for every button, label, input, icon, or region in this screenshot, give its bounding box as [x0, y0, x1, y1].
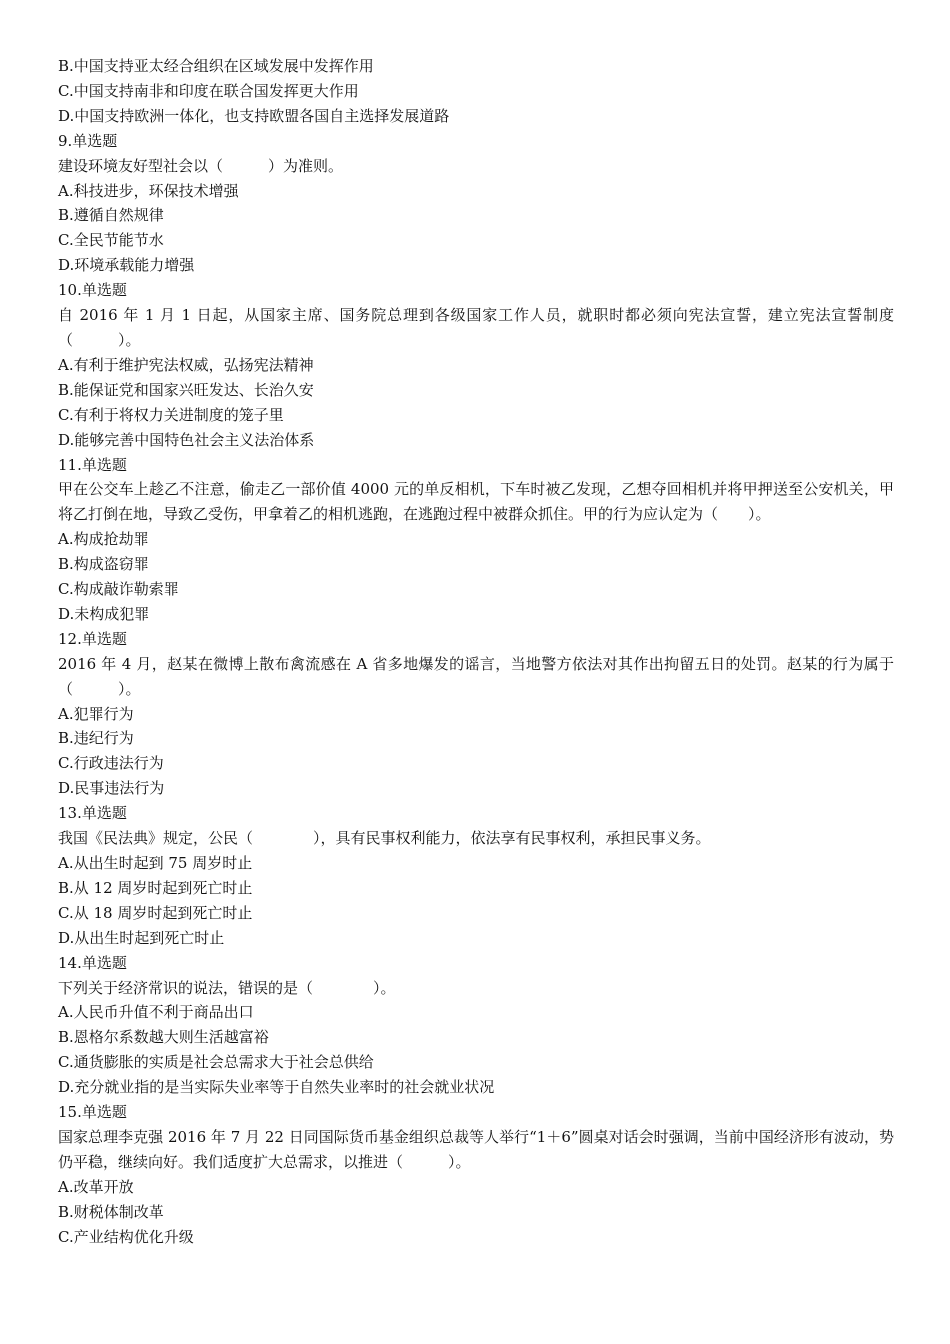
option-line: B.财税体制改革	[58, 1202, 164, 1221]
option-line: B.遵循自然规律	[58, 206, 164, 225]
question-header: 14.单选题	[58, 953, 127, 972]
question-header: 10.单选题	[58, 281, 127, 300]
option-line: D.充分就业指的是当实际失业率等于自然失业率时的社会就业状况	[58, 1078, 495, 1097]
option-line: C.通货膨胀的实质是社会总需求大于社会总供给	[58, 1053, 374, 1072]
question-stem: 国家总理李克强 2016 年 7 月 22 日同国际货币基金组织总裁等人举行“1＋6”圆桌对话会时强调，当前中国经济形有波动，势仍平稳，继续向好。我们适度扩大总需求，以推进（ ）。	[58, 1127, 894, 1171]
option-line: A.有利于维护宪法权威，弘扬宪法精神	[58, 355, 314, 374]
option-line: D.环境承载能力增强	[58, 256, 195, 275]
option-line: B.恩格尔系数越大则生活越富裕	[58, 1028, 269, 1047]
option-line: B.能保证党和国家兴旺发达、长治久安	[58, 380, 314, 399]
option-line: C.中国支持南非和印度在联合国发挥更大作用	[58, 81, 359, 100]
option-line: C.行政违法行为	[58, 754, 164, 773]
question-stem: 甲在公交车上趁乙不注意，偷走乙一部价值 4000 元的单反相机，下车时被乙发现，乙想夺回相机并将甲押送至公安机关，甲将乙打倒在地，导致乙受伤，甲拿着乙的相机逃跑，在逃跑过程中被群众抓住。甲的行为应认定为（ ）。	[58, 480, 894, 524]
option-line: C.有利于将权力关进制度的笼子里	[58, 405, 284, 424]
question-header: 12.单选题	[58, 629, 127, 648]
option-line: C.全民节能节水	[58, 231, 164, 250]
question-header: 13.单选题	[58, 804, 127, 823]
document-page	[58, 54, 894, 1250]
question-stem: 我国《民法典》规定，公民（ ），具有民事权利能力，依法享有民事权利，承担民事义务。	[58, 829, 711, 848]
question-stem: 建设环境友好型社会以（ ）为准则。	[58, 156, 344, 175]
question-header: 15.单选题	[58, 1103, 127, 1122]
option-line: A.科技进步，环保技术增强	[58, 181, 239, 200]
option-line: B.中国支持亚太经合组织在区域发展中发挥作用	[58, 57, 374, 75]
question-header: 9.单选题	[58, 131, 118, 150]
option-line: B.构成盗窃罪	[58, 555, 149, 574]
option-line: D.民事违法行为	[58, 779, 165, 798]
option-line: A.犯罪行为	[58, 704, 134, 723]
option-line: B.从 12 周岁时起到死亡时止	[58, 878, 253, 897]
option-line: A.人民币升值不利于商品出口	[58, 1003, 254, 1022]
option-line: A.改革开放	[58, 1177, 134, 1196]
option-line: C.构成敲诈勒索罪	[58, 580, 179, 599]
question-header: 11.单选题	[58, 455, 127, 474]
option-line: D.能够完善中国特色社会主义法治体系	[58, 430, 315, 449]
question-stem: 自 2016 年 1 月 1 日起，从国家主席、国务院总理到各级国家工作人员，就职时都必须向宪法宣誓，建立宪法宣誓制度（ ）。	[58, 306, 894, 349]
option-line: A.构成抢劫罪	[58, 530, 149, 549]
question-stem: 下列关于经济常识的说法，错误的是（ ）。	[58, 978, 396, 997]
option-line: D.从出生时起到死亡时止	[58, 928, 225, 947]
question-stem: 2016 年 4 月，赵某在微博上散布禽流感在 A 省多地爆发的谣言，当地警方依法对其作出拘留五日的处罚。赵某的行为属于（ ）。	[58, 654, 894, 698]
option-line: D.未构成犯罪	[58, 604, 150, 623]
option-line: C.从 18 周岁时起到死亡时止	[58, 903, 253, 922]
option-line: C.产业结构优化升级	[58, 1227, 194, 1246]
option-line: D.中国支持欧洲一体化，也支持欧盟各国自主选择发展道路	[58, 106, 450, 125]
option-line: A.从出生时起到 75 周岁时止	[58, 854, 253, 872]
option-line: B.违纪行为	[58, 729, 134, 748]
